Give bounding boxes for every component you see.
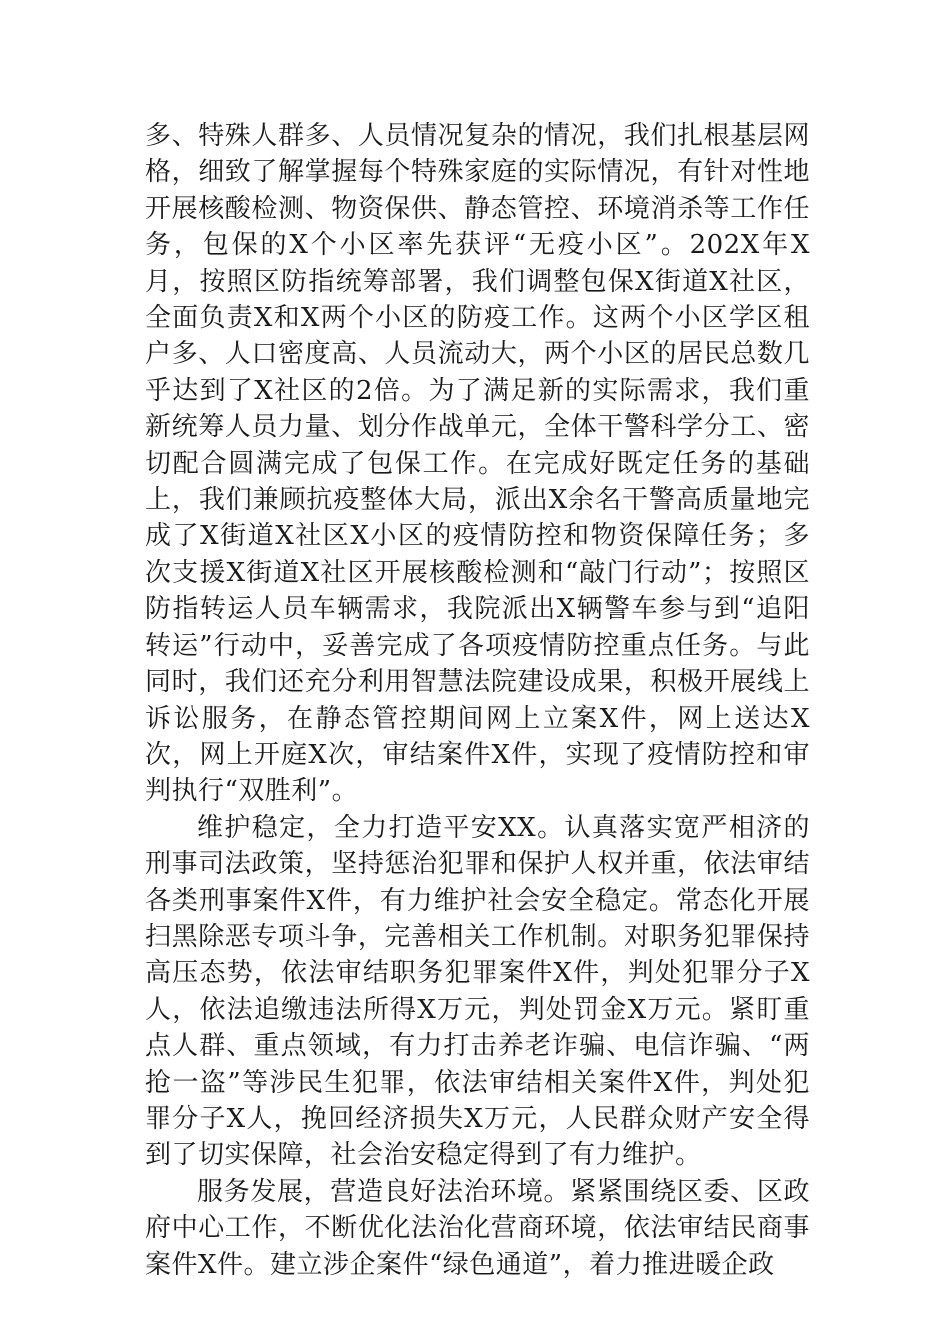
paragraph-maintain-stability: 维护稳定，全力打造平安XX。认真落实宽严相济的刑事司法政策，坚持惩治犯罪和保护人权并重，依法审结各类刑事案件X件，有力维护社会安全稳定。常态化开展扫黑除恶专项斗争，完善相关工作机制。对职务犯罪保持高压态势，依法审结职务犯罪案件X件，判处犯罪分子X人，依法追缴违法所得X万元，判处罚金X万元。紧盯重点人群、重点领域，有力打击养老诈骗、电信诈骗、“两抢一盗”等涉民生犯罪，依法审结相关案件X件，判处犯罪分子X人，挽回经济损失X万元，人民群众财产安全得到了切实保障，社会治安稳定得到了有力维护。 <box>145 812 810 1171</box>
paragraph-serve-development: 服务发展，营造良好法治环境。紧紧围绕区委、区政府中心工作，不断优化法治化营商环境，依法审结民商事案件X件。建立涉企案件“绿色通道”，着力推进暖企政 <box>145 1176 810 1280</box>
paragraph-epidemic-control: 多、特殊人群多、人员情况复杂的情况，我们扎根基层网格，细致了解掌握每个特殊家庭的实际情况，有针对性地开展核酸检测、物资保供、静态管控、环境消杀等工作任务，包保的X个小区率先获评“无疫小区”。202X年X月，按照区防指统筹部署，我们调整包保X街道X社区，全面负责X和X两个小区的防疫工作。这两个小区学区租户多、人口密度高、人员流动大，两个小区的居民总数几乎达到了X社区的2倍。为了满足新的实际需求，我们重新统筹人员力量、划分作战单元，全体干警科学分工、密切配合圆满完成了包保工作。在完成好既定任务的基础上，我们兼顾抗疫整体大局，派出X余名干警高质量地完成了X街道X社区X小区的疫情防控和物资保障任务；多次支援X街道X社区开展核酸检测和“敲门行动”；按照区防指转运人员车辆需求，我院派出X辆警车参与到“追阳转运”行动中，妥善完成了各项疫情防控重点任务。与此同时，我们还充分利用智慧法院建设成果，积极开展线上诉讼服务，在静态管控期间网上立案X件，网上送达X次，网上开庭X次，审结案件X件，实现了疫情防控和审判执行“双胜利”。 <box>145 121 810 807</box>
document-body <box>145 118 810 1283</box>
